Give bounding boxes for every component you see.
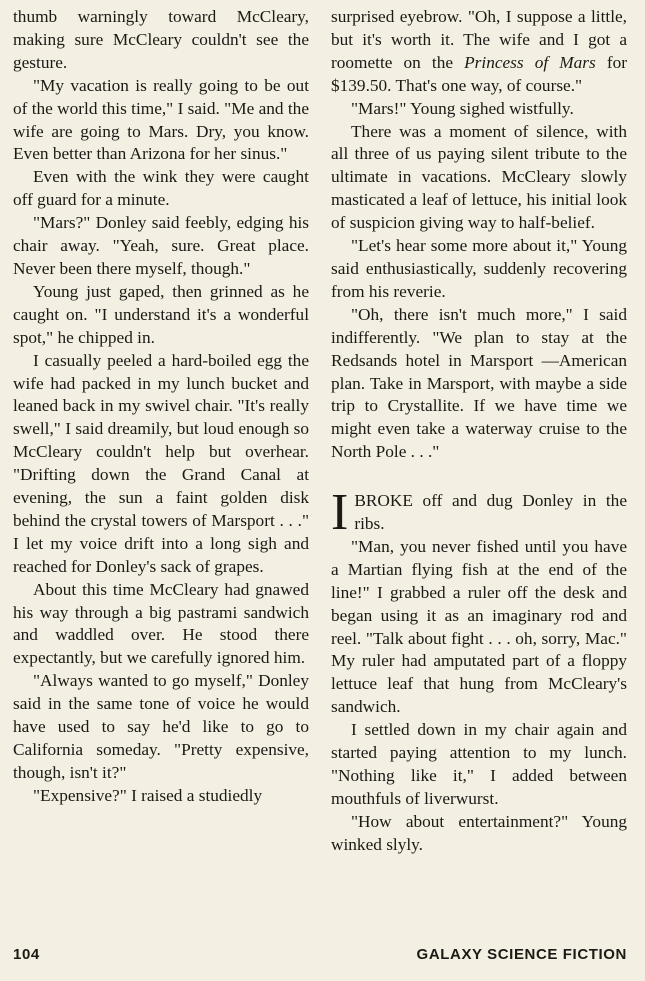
paragraph: "Mars!" Young sighed wistfully. (351, 98, 574, 118)
paragraph: "Oh, there isn't much more," I said indifferently. "We plan to stay at the Redsands hotel in Marsport —American plan. Take in Marsport, with maybe a side trip to Crystallite. If we have time we might even take a waterway cruise to the North Pole . . ." (331, 304, 627, 462)
paragraph: Young just gaped, then grinned as he caught on. "I understand it's a wonderful spot," he chipped in. (13, 281, 309, 347)
left-column (13, 6, 309, 808)
paragraph: "Man, you never fished until you have a Martian flying fish at the end of the line!" I grabbed a ruler off the desk and began using it as an imaginary rod and reel. "Talk about fight . . . oh, sorry, Mac." My ruler had amputated part of a floppy lettuce leaf that hung from McCleary's sandwich. (331, 536, 627, 717)
paragraph: I casually peeled a hard-boiled egg the wife had packed in my lunch bucket and leaned back in my swivel chair. "It's really swell," I said dreamily, but loud enough so McCleary couldn't help but overhear. "Drifting down the Grand Canal at evening, the sun a faint golden disk behind the crystal towers of Marsport . . ." I let my voice drift into a long sigh and reached for Donley's sack of grapes. (13, 350, 309, 576)
paragraph: Even with the wink they were caught off guard for a minute. (13, 167, 309, 210)
paragraph: "How about entertainment?" Young winked slyly. (331, 811, 627, 854)
paragraph: There was a moment of silence, with all three of us paying silent tribute to the ultimate in vacations. McCleary slowly masticated a leaf of lettuce, his initial look of suspicion giving way to half-belief. (331, 121, 627, 233)
paragraph (331, 6, 627, 98)
right-column (331, 6, 627, 857)
paragraph-text: for $139.50. That's one way, of course." (331, 52, 627, 95)
paragraph: "Let's hear some more about it," Young said enthusiastically, suddenly recovering from his reverie. (331, 236, 627, 301)
paragraph: thumb warningly toward McCleary, making sure McCleary couldn't see the gesture. (13, 7, 309, 72)
paragraph: About this time McCleary had gnawed his way through a big pastrami sandwich and waddled over. He stood there expectantly, but we carefully ignored him. (13, 579, 309, 668)
paragraph: "My vacation is really going to be out of the world this time," I said. "Me and the wife are going to Mars. Dry, you know. Even better than Arizona for her sinus." (13, 75, 309, 164)
running-head: GALAXY SCIENCE FICTION (416, 946, 627, 963)
ship-name: Princess of Mars (464, 52, 596, 72)
paragraph-text: BROKE off and dug Donley in the ribs. (354, 491, 627, 534)
paragraph: "Mars?" Donley said feebly, edging his chair away. "Yeah, sure. Great place. Never been there myself, though." (13, 213, 309, 278)
paragraph: I settled down in my chair again and started paying attention to my lunch. "Nothing like it," I added between mouthfuls of liverwurst. (331, 720, 627, 808)
page-number: 104 (13, 946, 40, 963)
paragraph: "Always wanted to go myself," Donley said in the same tone of voice he would have used to say he'd like to go to California someday. "Pretty expensive, though, isn't it?" (13, 671, 309, 782)
drop-cap: I (331, 484, 349, 542)
paragraph: "Expensive?" I raised a studiedly (33, 785, 263, 805)
paragraph-text: surprised eyebrow. "Oh, I suppose a little, but it's worth it. The wife and I got a roomette on the (331, 7, 627, 72)
section-break-paragraph (331, 484, 627, 542)
